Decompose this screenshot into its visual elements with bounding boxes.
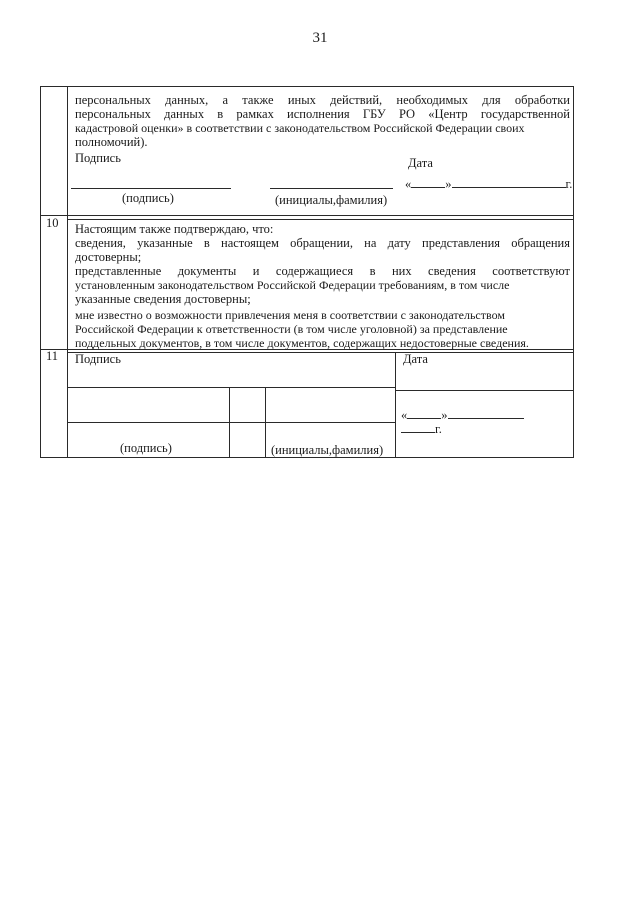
table-bottom-border	[40, 457, 574, 458]
table-left-border	[40, 86, 41, 458]
row11-date-area-top	[395, 390, 574, 391]
row9-sign-caption: (подпись)	[122, 191, 174, 205]
row11-year-field	[401, 421, 442, 436]
row10-number: 10	[46, 216, 59, 230]
row9-name-caption: (инициалы,фамилия)	[275, 193, 388, 207]
row11-date-divider	[395, 352, 396, 458]
row10-text-line: представленные документы и содержащиеся в них сведения соответствуют	[75, 264, 570, 278]
row10-text-line: Российской Федерации к ответственности (в том числе уголовной) за представление	[75, 322, 508, 336]
year-blank	[552, 176, 566, 188]
row11-number: 11	[46, 349, 59, 363]
number-column-divider	[67, 86, 68, 458]
date-year-suffix: г.	[565, 177, 573, 191]
row10-text-line: установленным законодательством Российской Федерации требованиям, в том числе	[75, 278, 510, 292]
row10-text-line: указанные сведения достоверны;	[75, 292, 251, 306]
row9-name-line	[270, 188, 393, 189]
row9-date-label: Дата	[408, 156, 433, 170]
row11-date-field	[401, 407, 524, 422]
page-number: 31	[312, 30, 328, 46]
row10-inner-divider	[67, 352, 574, 353]
row10-text-line: сведения, указанные в настоящем обращении, на дату представления обращения	[75, 236, 570, 250]
table-right-border	[573, 86, 574, 458]
date-open-quote: «	[405, 177, 412, 191]
row9-inner-divider	[67, 219, 574, 220]
row11-sign-label: Подпись	[75, 352, 121, 366]
row9-row10-divider	[40, 215, 574, 216]
table-top-border	[40, 86, 573, 87]
row9-sign-label: Подпись	[75, 151, 121, 165]
day-blank	[407, 407, 441, 419]
row11-signature-area-top	[67, 387, 395, 388]
date-close-quote: »	[441, 408, 448, 422]
row10-text-line: Настоящим также подтверждаю, что:	[75, 222, 274, 236]
row10-text-line: поддельных документов, в том числе документов, содержащих недостоверные сведения.	[75, 336, 529, 350]
date-open-quote: «	[401, 408, 408, 422]
row9-text-line: персональных данных в рамках исполнения ГБУ РО «Центр государственной	[75, 107, 570, 121]
row10-text-line: достоверны;	[75, 250, 142, 264]
row9-signature-line	[71, 188, 231, 189]
row10-text-line: мне известно о возможности привлечения меня в соответствии с законодательством	[75, 308, 505, 322]
row11-signature-area-bottom	[67, 422, 395, 423]
day-blank	[411, 176, 445, 188]
date-year-suffix: г.	[435, 422, 442, 436]
row9-text-line: персональных данных, а также иных действий, необходимых для обработки	[75, 93, 570, 107]
year-blank	[401, 421, 435, 433]
row11-name-caption: (инициалы,фамилия)	[271, 443, 384, 457]
month-blank	[452, 176, 552, 188]
row9-text-line: кадастровой оценки» в соответствии с законодательством Российской Федерации своих	[75, 121, 525, 135]
row9-date-field	[405, 176, 572, 191]
month-blank	[448, 407, 524, 419]
row11-name-cell-divider	[265, 387, 266, 458]
date-close-quote: »	[445, 177, 452, 191]
row11-signature-cell-divider	[229, 387, 230, 458]
row11-sign-caption: (подпись)	[120, 441, 172, 455]
row11-date-label: Дата	[403, 352, 428, 366]
row9-text-line: полномочий).	[75, 135, 148, 149]
